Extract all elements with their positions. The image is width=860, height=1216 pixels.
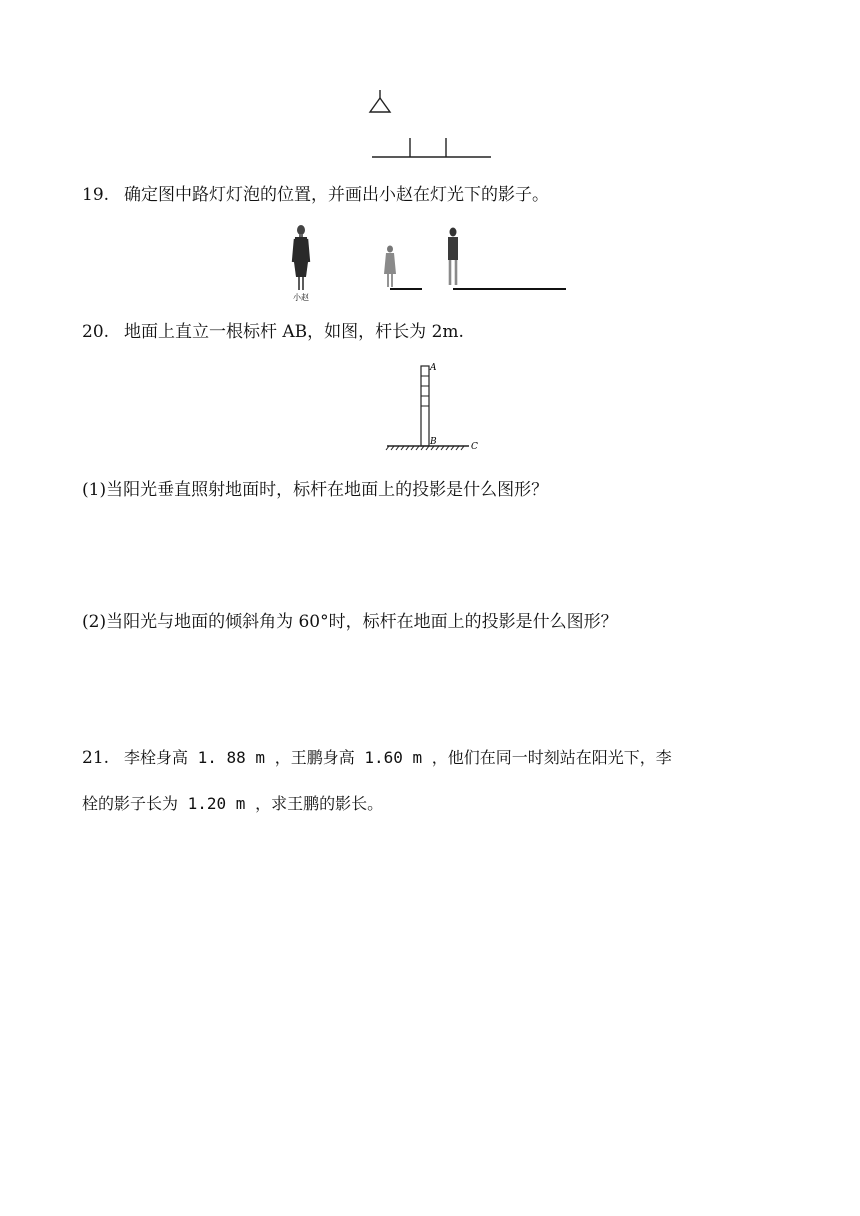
q19-text: 确定图中路灯灯泡的位置，并画出小赵在灯光下的影子。 bbox=[124, 185, 549, 205]
q21-number: 21. bbox=[82, 748, 110, 768]
q20-number: 20. bbox=[82, 322, 110, 342]
q19-people-figure bbox=[280, 222, 580, 306]
q19-number: 19. bbox=[82, 185, 110, 205]
label-c: C bbox=[471, 442, 478, 452]
q20-text: 地面上直立一根标杆 AB，如图，杆长为 2m. bbox=[124, 322, 464, 342]
xiaozhao-label: 小赵 bbox=[293, 293, 309, 302]
person-girl-icon bbox=[384, 246, 396, 288]
lamp-shade bbox=[370, 98, 390, 112]
person-xiaozhao-icon bbox=[293, 225, 309, 290]
q21-line2: 栓的影子长为 1.20 m ，求王鹏的影长。 bbox=[82, 794, 384, 813]
q20-pole-figure bbox=[385, 362, 495, 458]
label-b: B bbox=[430, 437, 437, 447]
q20-part1: (1)当阳光垂直照射地面时，标杆在地面上的投影是什么图形？ bbox=[82, 480, 549, 500]
q21-line1: 李栓身高 1. 88 m ，王鹏身高 1.60 m ，他们在同一时刻站在阳光下，李 bbox=[124, 748, 672, 767]
person-man-icon bbox=[448, 228, 458, 286]
lamp-figure bbox=[360, 88, 500, 160]
label-a: A bbox=[430, 363, 437, 373]
q20-part2: (2)当阳光与地面的倾斜角为 60°时，标杆在地面上的投影是什么图形？ bbox=[82, 612, 618, 632]
